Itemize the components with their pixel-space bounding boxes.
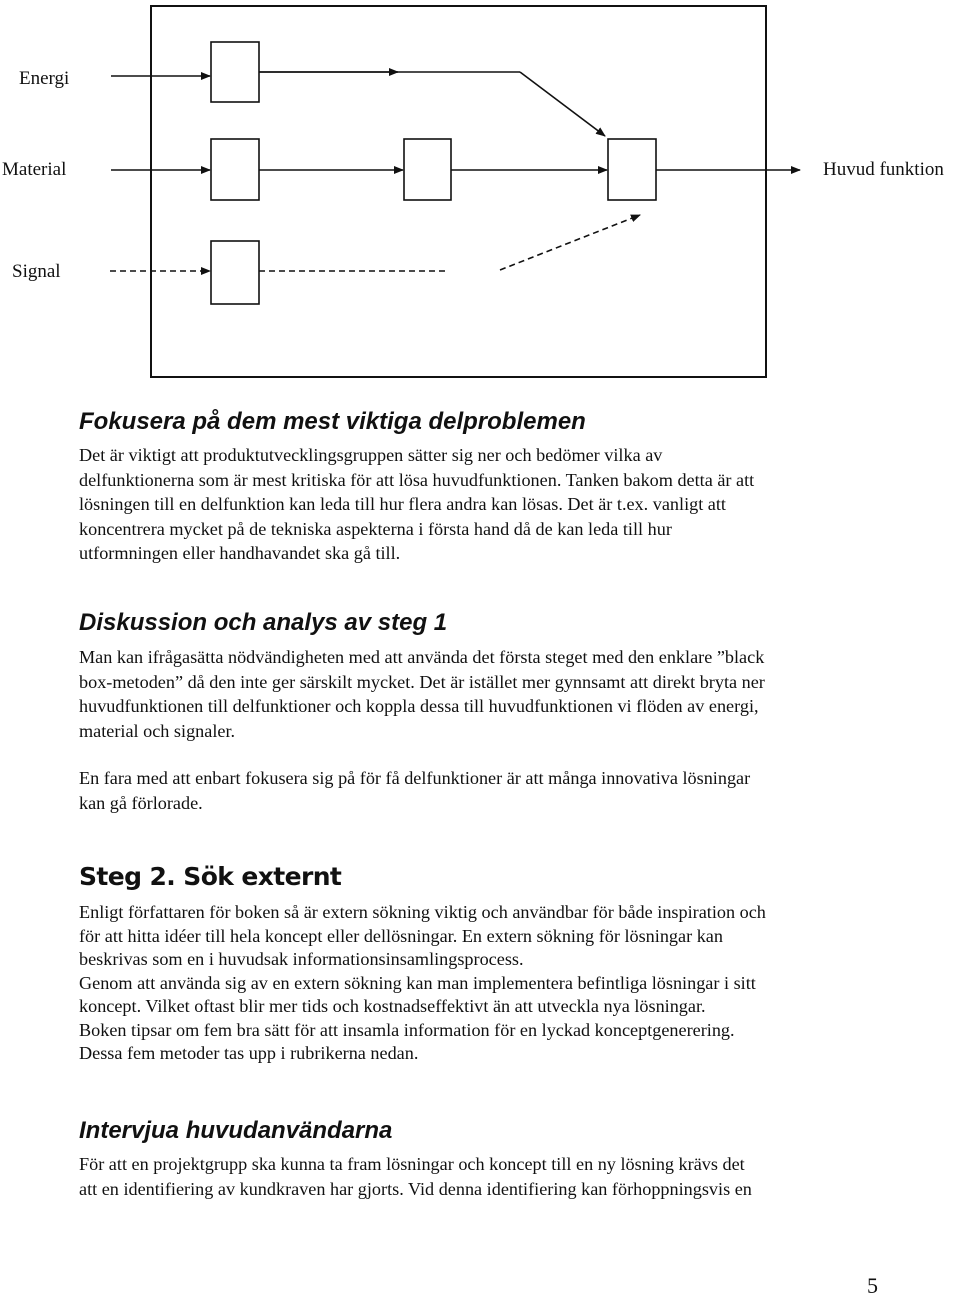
section-heading-focus: Fokusera på dem mest viktiga delproblemen <box>79 408 586 435</box>
text-line: Man kan ifrågasätta nödvändigheten med att använda det första steget med den enklare ”black <box>79 647 765 667</box>
function-structure-diagram <box>0 0 960 390</box>
paragraph-focus <box>79 443 889 566</box>
main-function-output-label: Huvud funktion <box>823 159 944 180</box>
signal-input-label: Signal <box>12 261 61 282</box>
page-number: 5 <box>867 1273 878 1298</box>
subfunction-block-material-2 <box>404 139 451 200</box>
section-heading-step-2: Steg 2. Sök externt <box>79 862 342 891</box>
text-line: beskrivas som en i huvudsak informationsinsamlingsprocess. <box>79 949 524 969</box>
text-line: Boken tipsar om fem bra sätt för att insamla information för en lyckad konceptgenerering. <box>79 1019 735 1040</box>
text-line: Genom att använda sig av en extern sökning kan man implementera befintliga lösningar i sitt <box>79 972 756 993</box>
paragraph-discussion-2 <box>79 766 889 815</box>
paragraph-step-2 <box>79 901 889 1066</box>
text-line: koncentrera mycket på de tekniska aspekterna i första hand då de kan leda till hur <box>79 518 672 539</box>
signal-flow <box>110 215 640 271</box>
text-line: för att hitta idéer till hela koncept eller dellösningar. En extern sökning för lösningar kan <box>79 925 723 946</box>
text-line: delfunktionerna som är mest kritiska för att lösa huvudfunktionen. Tanken bakom detta är att <box>79 469 755 490</box>
material-input-label: Material <box>2 159 67 180</box>
subfunction-block-material-1 <box>211 139 259 200</box>
text-line: material och signaler. <box>79 720 236 741</box>
text-line: huvudfunktionen till delfunktioner och koppla dessa till huvudfunktionen vi flöden av energi, <box>79 696 759 716</box>
text-line: Dessa fem metoder tas upp i rubrikerna nedan. <box>79 1043 419 1063</box>
section-heading-discussion: Diskussion och analys av steg 1 <box>79 609 448 636</box>
text-line: koncept. Vilket oftast blir mer tids och kostnadseffektivt än att utveckla nya lösningar. <box>79 996 706 1016</box>
text-line: box-metoden” då den inte ger särskilt mycket. Det är istället mer gynnsamt att direkt bryta ner <box>79 671 765 692</box>
subfunction-block-energy <box>211 42 259 102</box>
system-boundary <box>151 6 766 377</box>
subfunction-block-main <box>608 139 656 200</box>
text-line: Enligt författaren för boken så är extern sökning viktig och användbar för både inspiration och <box>79 902 766 922</box>
text-line: En fara med att enbart fokusera sig på för få delfunktioner är att många innovativa lösningar <box>79 768 751 788</box>
energy-input-label: Energi <box>19 68 70 89</box>
text-line: att en identifiering av kundkraven har gjorts. Vid denna identifiering kan förhoppningsvis en <box>79 1178 752 1199</box>
subfunction-block-signal <box>211 241 259 304</box>
text-line: kan gå förlorade. <box>79 792 203 813</box>
text-line: utformningen eller handhavandet ska gå till. <box>79 543 401 563</box>
section-heading-interview: Intervjua huvudanvändarna <box>79 1117 393 1144</box>
paragraph-interview <box>79 1152 889 1201</box>
text-line: lösningen till en delfunktion kan leda till hur flera andra kan lösas. Det är t.ex. vanligt att <box>79 494 726 514</box>
paragraph-discussion-1 <box>79 645 889 743</box>
text-line: För att en projektgrupp ska kunna ta fram lösningar och koncept till en ny lösning krävs det <box>79 1154 745 1174</box>
energy-flow <box>111 72 605 136</box>
text-line: Det är viktigt att produktutvecklingsgruppen sätter sig ner och bedömer vilka av <box>79 445 663 465</box>
